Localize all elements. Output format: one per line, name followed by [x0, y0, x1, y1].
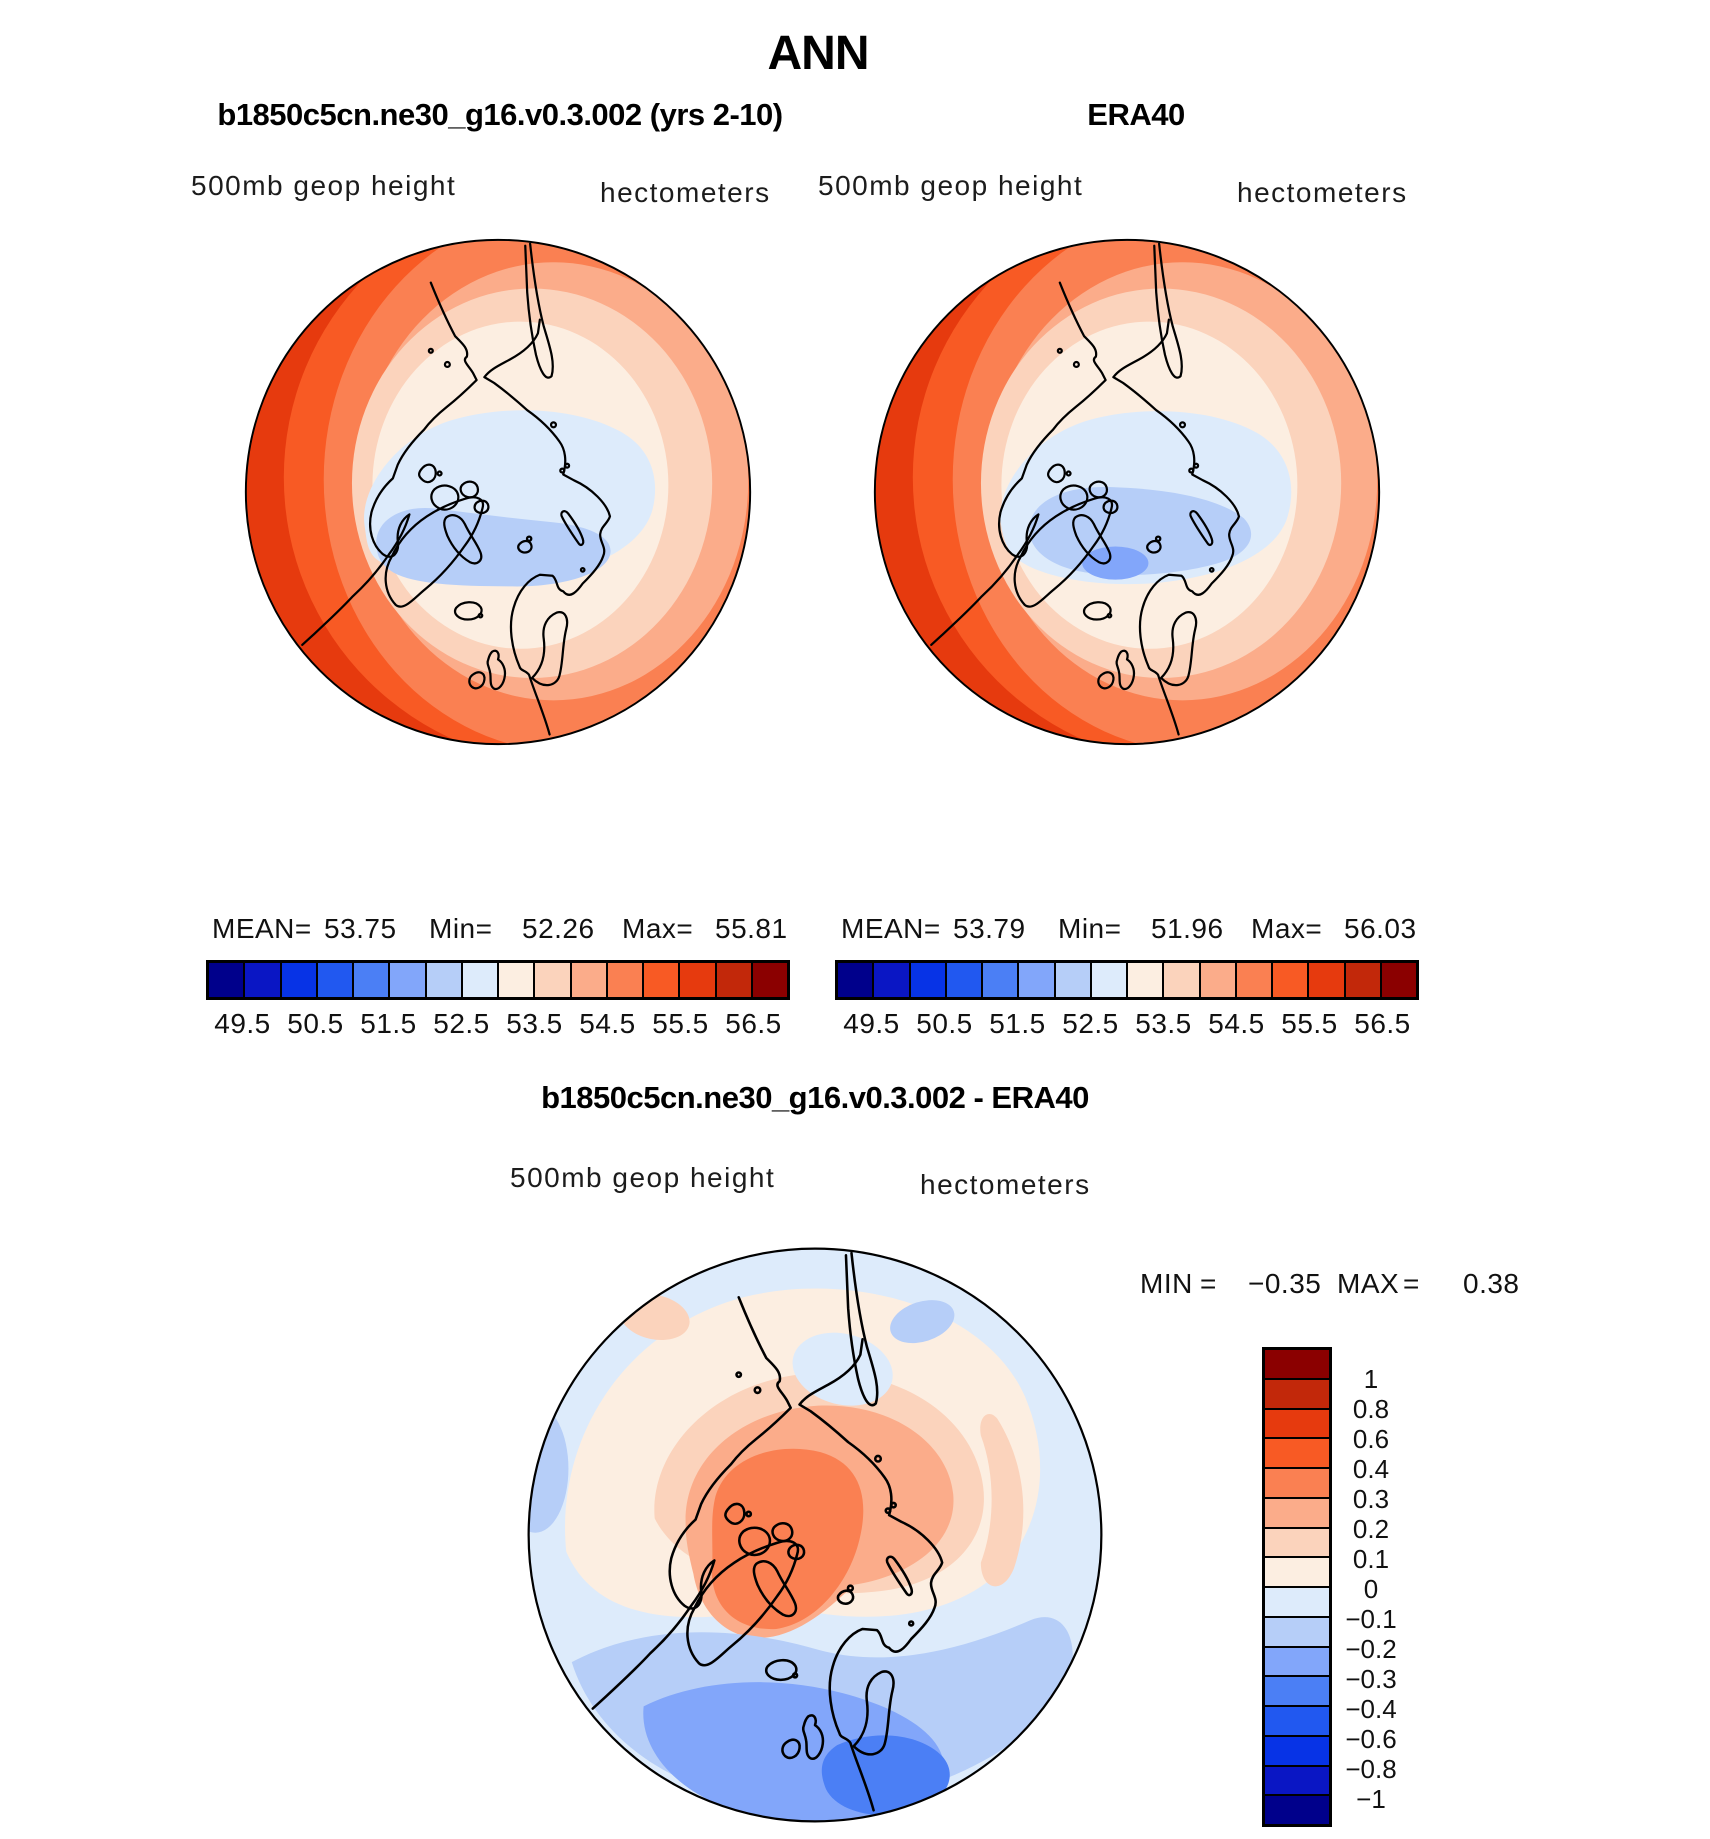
- model-min-value: 52.26: [522, 913, 595, 944]
- difference-colorbar: [1262, 1347, 1332, 1827]
- colorbar-cell: [981, 963, 1017, 997]
- difference-title: b1850c5cn.ne30_g16.v0.3.002 - ERA40: [541, 1080, 1089, 1115]
- tick-label: 53.5: [1135, 1008, 1192, 1039]
- colorbar-cell: [1265, 1378, 1329, 1408]
- difference-min-eq: =: [1200, 1268, 1217, 1299]
- colorbar-cell: [280, 963, 316, 997]
- reference-min-label: Min=: [1058, 913, 1122, 944]
- tick-label: −0.6: [1345, 1724, 1397, 1754]
- tick-label: 0.8: [1352, 1394, 1390, 1424]
- colorbar-cell: [642, 963, 678, 997]
- colorbar-cell: [1307, 963, 1343, 997]
- colorbar-cell: [243, 963, 279, 997]
- colorbar-cell: [1265, 1467, 1329, 1497]
- colorbar-cell: [425, 963, 461, 997]
- reference-max-value: 56.03: [1344, 913, 1417, 944]
- colorbar-cell: [1380, 963, 1416, 997]
- colorbar-cell: [388, 963, 424, 997]
- colorbar-cell: [1265, 1556, 1329, 1586]
- colorbar-cell: [1265, 1735, 1329, 1765]
- colorbar-cell: [838, 963, 872, 997]
- reference-mean-value: 53.79: [953, 913, 1026, 944]
- model-max-label: Max=: [622, 913, 694, 944]
- tick-label: 54.5: [579, 1008, 636, 1039]
- model-contour-fill: [240, 234, 756, 750]
- difference-field-label: 500mb geop height: [510, 1162, 776, 1193]
- colorbar-cell: [1265, 1527, 1329, 1557]
- colorbar-cell: [715, 963, 751, 997]
- difference-max-label: MAX: [1337, 1268, 1400, 1299]
- colorbar-cell: [461, 963, 497, 997]
- difference-contour-fill: [522, 1242, 1108, 1828]
- difference-map: [522, 1242, 1108, 1828]
- colorbar-cell: [1265, 1675, 1329, 1705]
- colorbar-cell: [1265, 1616, 1329, 1646]
- difference-max-eq: =: [1403, 1268, 1420, 1299]
- colorbar-cell: [1017, 963, 1053, 997]
- tick-label: −0.3: [1345, 1664, 1397, 1694]
- colorbar-cell: [209, 963, 243, 997]
- colorbar-cell: [533, 963, 569, 997]
- colorbar-cell: [606, 963, 642, 997]
- colorbar-cell: [1265, 1794, 1329, 1824]
- model-stats-row: [206, 913, 790, 949]
- reference-title: ERA40: [1087, 97, 1185, 132]
- colorbar-cell: [1235, 963, 1271, 997]
- model-field-label: 500mb geop height: [191, 170, 457, 201]
- colorbar-cell: [1090, 963, 1126, 997]
- colorbar-cell: [1265, 1497, 1329, 1527]
- difference-max-value: 0.38: [1463, 1268, 1520, 1299]
- tick-label: 50.5: [287, 1008, 344, 1039]
- difference-min-value: −0.35: [1248, 1268, 1322, 1299]
- colorbar-cell: [570, 963, 606, 997]
- colorbar-cell: [1199, 963, 1235, 997]
- colorbar-cell: [1162, 963, 1198, 997]
- reference-units-label: hectometers: [1237, 177, 1408, 208]
- tick-label: −1: [1356, 1784, 1386, 1814]
- tick-label: 49.5: [214, 1008, 271, 1039]
- colorbar-cell: [1265, 1586, 1329, 1616]
- tick-label: 49.5: [843, 1008, 900, 1039]
- tick-label: 52.5: [1062, 1008, 1119, 1039]
- tick-label: −0.2: [1345, 1634, 1397, 1664]
- reference-field-label: 500mb geop height: [818, 170, 1084, 201]
- tick-label: 55.5: [652, 1008, 709, 1039]
- colorbar-cell: [1265, 1765, 1329, 1795]
- tick-label: 0.4: [1352, 1454, 1390, 1484]
- colorbar-cell: [1265, 1437, 1329, 1467]
- difference-stats-row: [1140, 1268, 1560, 1304]
- tick-label: −0.8: [1345, 1754, 1397, 1784]
- colorbar-cell: [1126, 963, 1162, 997]
- difference-colorbar-ticks: [1338, 1347, 1404, 1827]
- tick-label: −0.1: [1345, 1604, 1397, 1634]
- tick-label: 52.5: [433, 1008, 490, 1039]
- model-max-value: 55.81: [715, 913, 788, 944]
- model-colorbar-ticks: [206, 1008, 790, 1042]
- reference-max-label: Max=: [1251, 913, 1323, 944]
- tick-label: 53.5: [506, 1008, 563, 1039]
- tick-label: 0.2: [1352, 1514, 1390, 1544]
- reference-contour-fill: [869, 234, 1385, 750]
- reference-map: [869, 234, 1385, 750]
- model-colorbar: [206, 960, 790, 1000]
- colorbar-cell: [872, 963, 908, 997]
- colorbar-cell: [945, 963, 981, 997]
- tick-label: 0.1: [1352, 1544, 1390, 1574]
- reference-colorbar: [835, 960, 1419, 1000]
- reference-mean-label: MEAN=: [841, 913, 941, 944]
- model-case-title: b1850c5cn.ne30_g16.v0.3.002 (yrs 2-10): [217, 97, 783, 132]
- colorbar-cell: [751, 963, 787, 997]
- colorbar-cell: [909, 963, 945, 997]
- colorbar-cell: [1054, 963, 1090, 997]
- tick-label: 0: [1363, 1574, 1379, 1604]
- colorbar-cell: [497, 963, 533, 997]
- colorbar-cell: [1344, 963, 1380, 997]
- tick-label: 0.6: [1352, 1424, 1390, 1454]
- colorbar-cell: [1265, 1408, 1329, 1438]
- model-min-label: Min=: [429, 913, 493, 944]
- colorbar-cell: [352, 963, 388, 997]
- reference-min-value: 51.96: [1151, 913, 1224, 944]
- colorbar-cell: [1265, 1705, 1329, 1735]
- difference-min-label: MIN: [1140, 1268, 1193, 1299]
- tick-label: 51.5: [360, 1008, 417, 1039]
- tick-label: 56.5: [1354, 1008, 1411, 1039]
- season-title: ANN: [767, 27, 869, 80]
- colorbar-cell: [1265, 1646, 1329, 1676]
- reference-stats-row: [835, 913, 1419, 949]
- model-map: [240, 234, 756, 750]
- tick-label: 50.5: [916, 1008, 973, 1039]
- tick-label: 56.5: [725, 1008, 782, 1039]
- model-mean-value: 53.75: [324, 913, 397, 944]
- tick-label: −0.4: [1345, 1694, 1397, 1724]
- colorbar-cell: [316, 963, 352, 997]
- tick-label: 51.5: [989, 1008, 1046, 1039]
- model-units-label: hectometers: [600, 177, 771, 208]
- colorbar-cell: [678, 963, 714, 997]
- tick-label: 1: [1363, 1364, 1379, 1394]
- tick-label: 0.3: [1352, 1484, 1390, 1514]
- colorbar-cell: [1271, 963, 1307, 997]
- reference-colorbar-ticks: [835, 1008, 1419, 1042]
- colorbar-cell: [1265, 1350, 1329, 1378]
- difference-units-label: hectometers: [920, 1169, 1091, 1200]
- model-mean-label: MEAN=: [212, 913, 312, 944]
- tick-label: 55.5: [1281, 1008, 1338, 1039]
- tick-label: 54.5: [1208, 1008, 1265, 1039]
